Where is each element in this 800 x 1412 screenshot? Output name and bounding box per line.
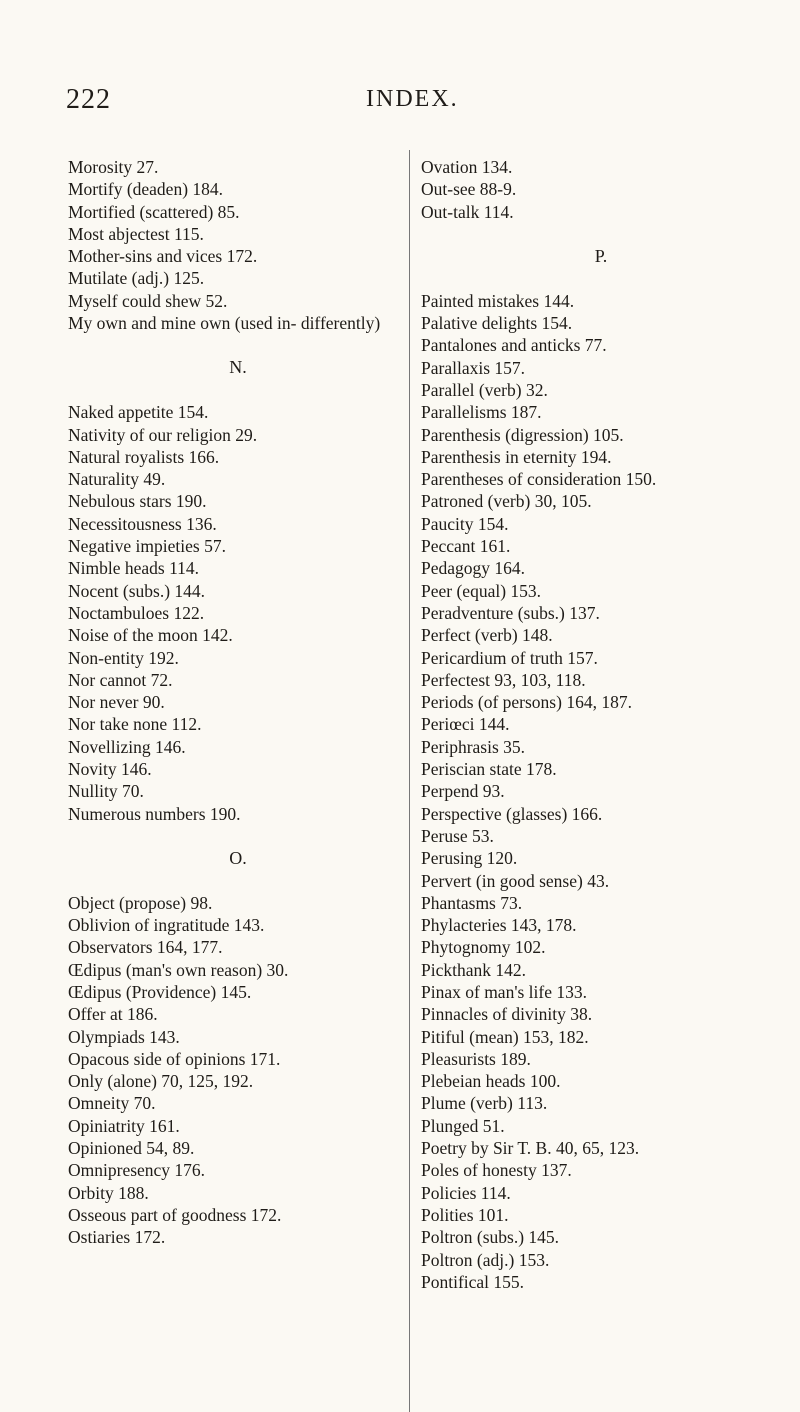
index-entry: Œdipus (Providence) 145.: [68, 981, 252, 1002]
index-entry: Peccant 161.: [421, 536, 511, 557]
index-entry: Opiniatrity 161.: [68, 1115, 180, 1136]
index-entry: Myself could shew 52.: [68, 290, 228, 311]
index-entry: Nimble heads 114.: [68, 558, 200, 579]
index-entry: Pantalones and anticks 77.: [421, 335, 607, 356]
index-entry: Olympiads 143.: [68, 1026, 180, 1047]
index-entry: Œdipus (man's own reason) 30.: [68, 959, 289, 980]
index-entry: Mortify (deaden) 184.: [68, 179, 224, 200]
index-entry: Phytognomy 102.: [421, 937, 546, 958]
index-entry: Observators 164, 177.: [68, 937, 223, 958]
index-entry: Naked appetite 154.: [68, 402, 209, 423]
index-entry: Mortified (scattered) 85.: [68, 201, 240, 222]
index-entry: Perspective (glasses) 166.: [421, 803, 603, 824]
index-entry: Oblivion of ingratitude 143.: [68, 915, 265, 936]
index-entry: Out-talk 114.: [421, 201, 514, 222]
index-entry: Poetry by Sir T. B. 40, 65, 123.: [421, 1138, 640, 1159]
index-entry: Nor never 90.: [68, 692, 165, 713]
index-entry: Mutilate (adj.) 125.: [68, 268, 205, 289]
index-entry: Palative delights 154.: [421, 313, 573, 334]
index-entry: Patroned (verb) 30, 105.: [421, 491, 592, 512]
index-entry: Only (alone) 70, 125, 192.: [68, 1071, 254, 1092]
index-entry: Novity 146.: [68, 759, 152, 780]
index-entry: Noctambuloes 122.: [68, 602, 205, 623]
index-entry: Nativity of our religion 29.: [68, 424, 258, 445]
index-entry: Periœci 144.: [421, 714, 510, 735]
index-entry: Pinax of man's life 133.: [421, 981, 587, 1002]
index-entry: Object (propose) 98.: [68, 892, 213, 913]
index-entry: Most abjectest 115.: [68, 223, 204, 244]
index-entry: Parallaxis 157.: [421, 357, 526, 378]
index-entry: Morosity 27.: [68, 157, 159, 177]
index-entry: Parallel (verb) 32.: [421, 379, 548, 400]
index-column-left: [68, 156, 408, 1249]
index-entry: Polities 101.: [421, 1204, 509, 1225]
index-entry: Peer (equal) 153.: [421, 580, 542, 601]
index-entry: Omnipresency 176.: [68, 1160, 206, 1181]
index-entry: Plunged 51.: [421, 1115, 505, 1136]
index-entry: Periods (of persons) 164, 187.: [421, 692, 632, 713]
index-entry: Phylacteries 143, 178.: [421, 915, 577, 936]
index-entry: Perpend 93.: [421, 781, 505, 802]
index-entry: Pitiful (mean) 153, 182.: [421, 1026, 589, 1047]
index-entry: Parenthesis (digression) 105.: [421, 424, 624, 445]
index-entry: Pervert (in good sense) 43.: [421, 870, 610, 891]
index-entry: Natural royalists 166.: [68, 446, 220, 467]
index-entry: Out-see 88-9.: [421, 179, 517, 200]
index-entry: Opacous side of opinions 171.: [68, 1048, 281, 1069]
index-entry: Periscian state 178.: [421, 759, 557, 780]
index-entry: Periphrasis 35.: [421, 736, 526, 757]
index-entry: Peradventure (subs.) 137.: [421, 602, 600, 623]
index-entry: Phantasms 73.: [421, 892, 523, 913]
index-entry: Parenthesis in eternity 194.: [421, 446, 612, 467]
index-entry: Novellizing 146.: [68, 736, 186, 757]
page-title: INDEX.: [366, 86, 459, 112]
index-entry: Omneity 70.: [68, 1093, 156, 1114]
index-entry: Opinioned 54, 89.: [68, 1138, 195, 1159]
index-entry: Nebulous stars 190.: [68, 491, 207, 512]
index-entry: Perusing 120.: [421, 848, 518, 869]
index-column-right: [421, 156, 781, 1293]
index-entry: Orbity 188.: [68, 1182, 149, 1203]
index-entry: Nor take none 112.: [68, 714, 202, 735]
index-entry: Negative impieties 57.: [68, 536, 226, 557]
index-entry: Osseous part of goodness 172.: [68, 1204, 282, 1225]
index-entry: Ostiaries 172.: [68, 1227, 166, 1248]
index-entry: Ovation 134.: [421, 157, 513, 177]
index-entry: Perfect (verb) 148.: [421, 625, 553, 646]
index-entry: Paucity 154.: [421, 513, 509, 534]
index-entry: Painted mistakes 144.: [421, 290, 575, 311]
index-entry: Pericardium of truth 157.: [421, 647, 598, 668]
index-entry: Offer at 186.: [68, 1004, 158, 1025]
index-entry: Plebeian heads 100.: [421, 1071, 561, 1092]
index-entry: Parentheses of consideration 150.: [421, 469, 657, 490]
index-entry: Pinnacles of divinity 38.: [421, 1004, 593, 1025]
index-entry: Nullity 70.: [68, 781, 144, 802]
index-entry: Mother-sins and vices 172.: [68, 246, 258, 267]
index-entry: Noise of the moon 142.: [68, 625, 233, 646]
index-entry: Nocent (subs.) 144.: [68, 580, 206, 601]
index-entry: My own and mine own (used in- differently): [68, 313, 381, 334]
page-number: 222: [66, 84, 111, 115]
index-entry: Pleasurists 189.: [421, 1048, 531, 1069]
index-entry: Peruse 53.: [421, 825, 494, 846]
column-divider: [409, 150, 410, 1412]
index-entry: Poltron (subs.) 145.: [421, 1227, 560, 1248]
index-entry: Perfectest 93, 103, 118.: [421, 669, 586, 690]
page-header: [66, 84, 766, 120]
index-entry: Parallelisms 187.: [421, 402, 542, 423]
index-entry: Naturality 49.: [68, 469, 166, 490]
index-entry: Policies 114.: [421, 1182, 511, 1203]
index-entry: Poltron (adj.) 153.: [421, 1249, 550, 1270]
index-entry: Pedagogy 164.: [421, 558, 526, 579]
section-letter-o: O.: [229, 847, 247, 868]
index-entry: Non-entity 192.: [68, 647, 179, 668]
index-entry: Poles of honesty 137.: [421, 1160, 572, 1181]
index-entry: Numerous numbers 190.: [68, 803, 241, 824]
index-entry: Pickthank 142.: [421, 959, 526, 980]
section-letter-n: N.: [229, 357, 247, 378]
index-entry: Nor cannot 72.: [68, 669, 173, 690]
index-entry: Plume (verb) 113.: [421, 1093, 548, 1114]
section-letter-p: P.: [594, 245, 608, 266]
index-entry: Pontifical 155.: [421, 1271, 525, 1292]
index-entry: Necessitousness 136.: [68, 513, 217, 534]
